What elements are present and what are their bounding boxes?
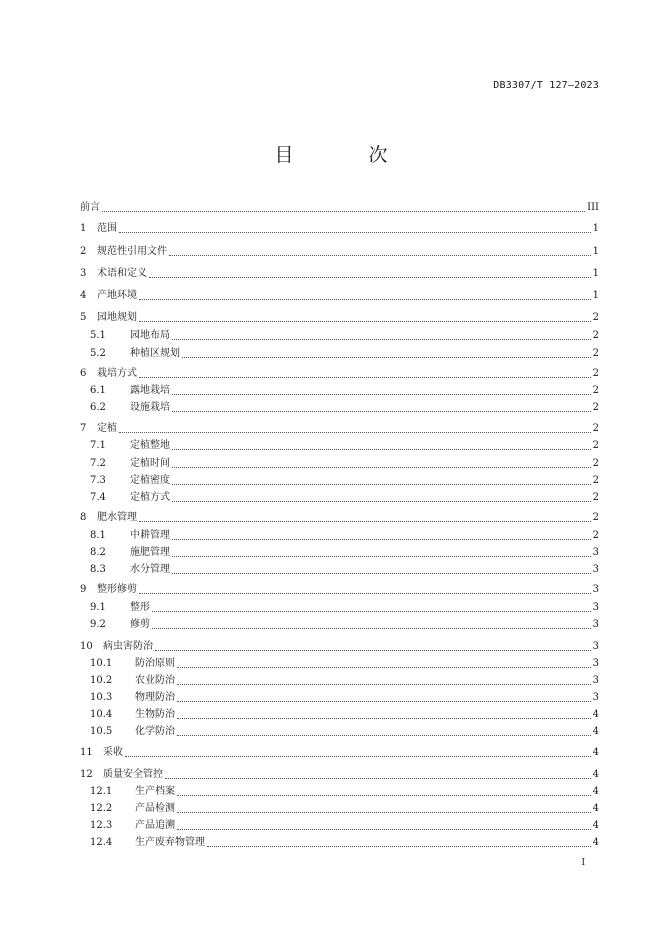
toc-entry[interactable] (80, 724, 599, 740)
toc-entry[interactable] (80, 639, 599, 655)
toc-entry-number: 1 (80, 223, 87, 234)
toc-entry-page: 4 (592, 709, 599, 720)
toc-entry-number: 8.3 (90, 564, 106, 575)
toc-entry-label: 术语和定义 (97, 268, 147, 279)
toc-entry[interactable] (80, 266, 599, 282)
toc-leader-dots (169, 254, 591, 256)
toc-leader-dots (172, 500, 591, 502)
toc-entry[interactable] (80, 767, 599, 783)
toc-entry-page: 2 (592, 348, 599, 359)
toc-entry[interactable] (80, 707, 599, 723)
toc-entry-page: 1 (592, 246, 599, 257)
toc-entry[interactable] (80, 200, 599, 216)
toc-entry[interactable] (80, 473, 599, 489)
toc-entry-number: 6.2 (90, 402, 106, 413)
toc-entry-number: 10.2 (90, 675, 113, 686)
toc-entry-number: 12 (80, 769, 93, 780)
toc-entry-number: 12.1 (90, 786, 113, 797)
toc-leader-dots (152, 610, 591, 612)
toc-entry-label: 防治原则 (135, 658, 175, 669)
toc-entry-label: 种植区规划 (130, 348, 180, 359)
toc-entry-label: 肥水管理 (97, 512, 137, 523)
toc-leader-dots (177, 811, 591, 813)
toc-leader-dots (139, 592, 591, 594)
toc-leader-dots (177, 828, 591, 830)
toc-leader-dots (139, 320, 591, 322)
toc-leader-dots (177, 683, 591, 685)
toc-entry-number: 8.1 (90, 530, 106, 541)
toc-entry-page: 2 (592, 458, 599, 469)
toc-entry-page: 2 (592, 530, 599, 541)
toc-entry-label: 园地布局 (130, 330, 170, 341)
toc-entry-label: 范围 (97, 223, 117, 234)
toc-entry-number: 9.1 (90, 602, 106, 613)
toc-entry-number: 3 (80, 268, 87, 279)
toc-entry[interactable] (80, 366, 599, 382)
toc-leader-dots (177, 717, 591, 719)
toc-entry[interactable] (80, 528, 599, 544)
toc-entry[interactable] (80, 221, 599, 237)
toc-entry-page: 4 (592, 769, 599, 780)
toc-entry-number: 5.2 (90, 348, 106, 359)
toc-entry-number: 9.2 (90, 619, 106, 630)
toc-entry-page: 3 (592, 619, 599, 630)
toc-entry[interactable] (80, 562, 599, 578)
toc-entry-number: 7.2 (90, 458, 106, 469)
toc-leader-dots (152, 627, 591, 629)
toc-entry-label: 定植方式 (130, 492, 170, 503)
document-code: DB3307/T 127—2023 (493, 80, 599, 91)
toc-entry-page: 3 (592, 658, 599, 669)
toc-entry[interactable] (80, 801, 599, 817)
toc-entry-page: 4 (592, 786, 599, 797)
toc-entry-page: 4 (592, 726, 599, 737)
toc-entry[interactable] (80, 582, 599, 598)
toc-entry-page: 2 (592, 512, 599, 523)
toc-entry-number: 7.4 (90, 492, 106, 503)
toc-entry-label: 产品检测 (135, 803, 175, 814)
toc-leader-dots (102, 210, 585, 212)
toc-entry-page: 4 (592, 837, 599, 848)
toc-leader-dots (172, 338, 591, 340)
toc-leader-dots (119, 231, 591, 233)
toc-entry[interactable] (80, 456, 599, 472)
toc-entry[interactable] (80, 745, 599, 761)
toc-entry-number: 11 (80, 747, 93, 758)
toc-entry-page: III (587, 202, 599, 213)
toc-entry-number: 7.3 (90, 475, 106, 486)
toc-leader-dots (207, 845, 591, 847)
toc-entry[interactable] (80, 328, 599, 344)
toc-leader-dots (165, 777, 591, 779)
toc-entry-label: 水分管理 (130, 564, 170, 575)
toc-leader-dots (177, 666, 591, 668)
toc-leader-dots (172, 466, 591, 468)
toc-entry-label: 产品追溯 (135, 820, 175, 831)
toc-leader-dots (172, 538, 591, 540)
toc-entry-page: 3 (592, 602, 599, 613)
toc-entry-number: 10.1 (90, 658, 113, 669)
toc-entry[interactable] (80, 310, 599, 326)
toc-leader-dots (177, 734, 591, 736)
toc-entry-label: 规范性引用文件 (97, 246, 167, 257)
toc-leader-dots (139, 376, 591, 378)
toc-entry-page: 2 (592, 385, 599, 396)
toc-entry[interactable] (80, 835, 599, 851)
toc-entry-page: 4 (592, 820, 599, 831)
toc-leader-dots (172, 555, 591, 557)
toc-entry-page: 3 (592, 641, 599, 652)
toc-entry-label: 整形 (130, 602, 150, 613)
toc-entry-label: 定植时间 (130, 458, 170, 469)
toc-entry[interactable] (80, 400, 599, 416)
toc-leader-dots (172, 572, 591, 574)
toc-entry-number: 4 (80, 290, 87, 301)
toc-entry-number: 7 (80, 423, 87, 434)
toc-entry-page: 2 (592, 423, 599, 434)
toc-entry-number: 10.4 (90, 709, 113, 720)
toc-entry-number: 5.1 (90, 330, 106, 341)
toc-entry-label: 设施栽培 (130, 402, 170, 413)
toc-leader-dots (139, 298, 591, 300)
toc-entry-label: 生产档案 (135, 786, 175, 797)
toc-entry-page: 1 (592, 223, 599, 234)
toc-leader-dots (172, 483, 591, 485)
toc-entry-label: 产地环境 (97, 290, 137, 301)
toc-entry[interactable] (80, 244, 599, 260)
toc-entry-page: 2 (592, 368, 599, 379)
toc-leader-dots (177, 700, 591, 702)
toc-entry-label: 露地栽培 (130, 385, 170, 396)
toc-entry-number: 10 (80, 641, 93, 652)
toc-entry[interactable] (80, 673, 599, 689)
toc-entry-number: 10.5 (90, 726, 113, 737)
toc-entry-page: 4 (592, 747, 599, 758)
toc-entry-number: 12.2 (90, 803, 113, 814)
toc-entry-label: 栽培方式 (97, 368, 137, 379)
toc-leader-dots (177, 794, 591, 796)
toc-entry-page: 4 (592, 803, 599, 814)
toc-leader-dots (125, 755, 591, 757)
toc-entry[interactable] (80, 545, 599, 561)
toc-entry-label: 农业防治 (135, 675, 175, 686)
toc-entry-page: 3 (592, 564, 599, 575)
toc-entry-number: 7.1 (90, 440, 106, 451)
toc-entry-number: 5 (80, 312, 87, 323)
toc-leader-dots (172, 410, 591, 412)
toc-entry-label: 物理防治 (135, 692, 175, 703)
toc-entry-page: 3 (592, 584, 599, 595)
toc-entry-label: 园地规划 (97, 312, 137, 323)
toc-entry-label: 施肥管理 (130, 547, 170, 558)
toc-entry-number: 8 (80, 512, 87, 523)
page-title: 目 次 (274, 144, 416, 166)
toc-entry-label: 病虫害防治 (103, 641, 153, 652)
toc-entry[interactable] (80, 600, 599, 616)
toc-entry-number: 6 (80, 368, 87, 379)
toc-entry-label: 修剪 (130, 619, 150, 630)
toc-entry-number: 10.3 (90, 692, 113, 703)
toc-entry-page: 1 (592, 290, 599, 301)
toc-entry-page: 2 (592, 492, 599, 503)
toc-entry-label: 生产废弃物管理 (135, 837, 205, 848)
toc-entry-page: 3 (592, 675, 599, 686)
toc-entry[interactable] (80, 784, 599, 800)
toc-entry[interactable] (80, 490, 599, 506)
toc-entry-label: 定植密度 (130, 475, 170, 486)
toc-entry-label: 定植整地 (130, 440, 170, 451)
toc-entry-label: 前言 (80, 202, 100, 213)
toc-entry-number: 6.1 (90, 385, 106, 396)
toc-entry[interactable] (80, 346, 599, 362)
toc-entry[interactable] (80, 421, 599, 437)
toc-entry-label: 采收 (103, 747, 123, 758)
toc-entry-page: 2 (592, 330, 599, 341)
toc-entry[interactable] (80, 510, 599, 526)
toc-entry-label: 质量安全管控 (103, 769, 163, 780)
toc-leader-dots (155, 649, 591, 651)
toc-entry-page: 3 (592, 547, 599, 558)
toc-entry-number: 8.2 (90, 547, 106, 558)
toc-entry-number: 9 (80, 584, 87, 595)
toc-entry-label: 定植 (97, 423, 117, 434)
toc-entry-number: 12.4 (90, 837, 113, 848)
page-number: I (581, 858, 585, 868)
toc-leader-dots (172, 448, 591, 450)
toc-entry-number: 2 (80, 246, 87, 257)
toc-entry[interactable] (80, 617, 599, 633)
toc-entry-page: 2 (592, 475, 599, 486)
toc-entry[interactable] (80, 288, 599, 304)
toc-leader-dots (172, 393, 591, 395)
toc-entry-page: 2 (592, 402, 599, 413)
toc-leader-dots (119, 431, 591, 433)
toc-entry[interactable] (80, 818, 599, 834)
toc-entry-page: 2 (592, 312, 599, 323)
toc-entry-page: 2 (592, 440, 599, 451)
toc-entry[interactable] (80, 690, 599, 706)
toc-leader-dots (182, 356, 591, 358)
toc-entry[interactable] (80, 438, 599, 454)
toc-entry[interactable] (80, 383, 599, 399)
toc-entry-label: 生物防治 (135, 709, 175, 720)
toc-entry-page: 1 (592, 268, 599, 279)
toc-entry-label: 化学防治 (135, 726, 175, 737)
toc-entry-label: 中耕管理 (130, 530, 170, 541)
toc-entry-page: 3 (592, 692, 599, 703)
toc-leader-dots (139, 520, 591, 522)
toc-leader-dots (149, 276, 591, 278)
toc-entry[interactable] (80, 656, 599, 672)
toc-entry-number: 12.3 (90, 820, 113, 831)
toc-entry-label: 整形修剪 (97, 584, 137, 595)
